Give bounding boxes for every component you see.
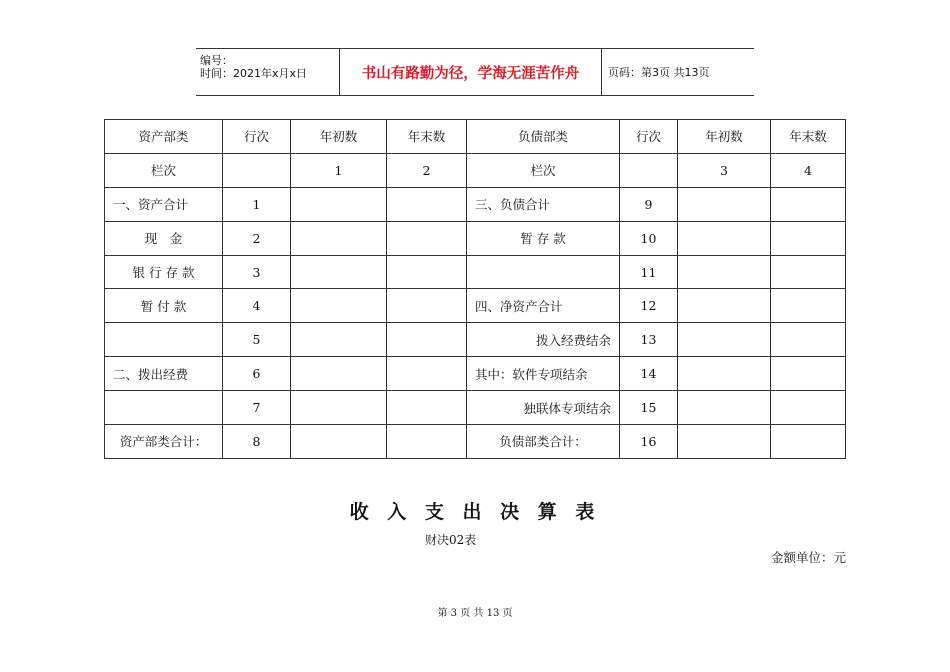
table-row: [105, 425, 846, 459]
table-cell: 四、净资产合计: [467, 289, 620, 323]
table-row: [105, 323, 846, 357]
page-footer: 第 3 页 共 13 页: [437, 608, 513, 619]
doc-number-label: 编号：: [200, 54, 233, 67]
header-meta: [196, 49, 339, 95]
table-cell: 三、负债合计: [467, 187, 620, 221]
table-cell: 2: [387, 153, 467, 187]
table-cell: 9: [620, 187, 678, 221]
table-cell: [678, 221, 771, 255]
table-cell: 一、资产合计: [105, 187, 223, 221]
header-cell: 年初数: [678, 120, 771, 154]
table-cell: [387, 391, 467, 425]
table-cell: [291, 187, 387, 221]
table-cell: [387, 255, 467, 289]
table-cell: 1: [291, 153, 387, 187]
header-cell: 行次: [223, 120, 291, 154]
table-cell: [387, 357, 467, 391]
table-cell: [387, 221, 467, 255]
table-cell: [387, 323, 467, 357]
header-cell: 负债部类: [467, 120, 620, 154]
table-header-row: [105, 120, 846, 154]
date-line: 时间：2021年x月x日: [200, 67, 308, 80]
table-cell: 13: [620, 323, 678, 357]
table-cell: 8: [223, 425, 291, 459]
table-cell: [678, 357, 771, 391]
table-cell: [771, 425, 846, 459]
table-cell: [291, 289, 387, 323]
table-cell: 2: [223, 221, 291, 255]
table-cell: 5: [223, 323, 291, 357]
table-cell: [291, 221, 387, 255]
table-cell: [771, 255, 846, 289]
table-cell: [291, 357, 387, 391]
table-cell: 10: [620, 221, 678, 255]
header-cell: 行次: [620, 120, 678, 154]
balance-table: [104, 119, 846, 459]
table-cell: [387, 289, 467, 323]
table-cell: 独联体专项结余: [467, 391, 620, 425]
table-cell: [291, 425, 387, 459]
table-cell: 12: [620, 289, 678, 323]
table-cell: 14: [620, 357, 678, 391]
table-cell: 16: [620, 425, 678, 459]
table-cell: 11: [620, 255, 678, 289]
table-cell: 7: [223, 391, 291, 425]
table-cell: [771, 221, 846, 255]
table-cell: 负债部类合计：: [467, 425, 620, 459]
table-row: [105, 255, 846, 289]
table-cell: 拨入经费结余: [467, 323, 620, 357]
table-cell: [771, 289, 846, 323]
table-cell: 银 行 存 款: [105, 255, 223, 289]
table-cell: [678, 289, 771, 323]
table-cell: [771, 187, 846, 221]
table-cell: [467, 255, 620, 289]
table-cell: 现 金: [105, 221, 223, 255]
table-cell: 6: [223, 357, 291, 391]
table-row: [105, 391, 846, 425]
table-cell: 4: [223, 289, 291, 323]
table-cell: [291, 255, 387, 289]
header-cell: 年初数: [291, 120, 387, 154]
table-cell: [620, 153, 678, 187]
table-cell: [291, 391, 387, 425]
table-cell: [223, 153, 291, 187]
table-cell: 二、拨出经费: [105, 357, 223, 391]
table-cell: 暂 付 款: [105, 289, 223, 323]
table-row: [105, 357, 846, 391]
report-code: 财决02表: [425, 533, 477, 547]
table-cell: 3: [223, 255, 291, 289]
header-slogan: 书山有路勤为径，学海无涯苦作舟: [339, 49, 602, 95]
table-cell: [678, 255, 771, 289]
table-cell: 栏次: [105, 153, 223, 187]
table-cell: [678, 187, 771, 221]
page-header: [196, 48, 754, 96]
table-cell: 15: [620, 391, 678, 425]
table-row: [105, 187, 846, 221]
table-cell: 其中：软件专项结余: [467, 357, 620, 391]
table-cell: [771, 357, 846, 391]
header-page-info: 页码：第3页 共13页: [608, 66, 710, 79]
table-cell: [105, 323, 223, 357]
table-cell: [291, 323, 387, 357]
table-row: [105, 153, 846, 187]
table-cell: 4: [771, 153, 846, 187]
table-cell: [105, 391, 223, 425]
header-cell: 资产部类: [105, 120, 223, 154]
header-cell: 年末数: [771, 120, 846, 154]
table-cell: [387, 187, 467, 221]
table-cell: [678, 391, 771, 425]
table-cell: [387, 425, 467, 459]
header-cell: 年末数: [387, 120, 467, 154]
table-cell: 3: [678, 153, 771, 187]
table-cell: [678, 323, 771, 357]
table-cell: 栏次: [467, 153, 620, 187]
table-row: [105, 289, 846, 323]
table-cell: 暂 存 款: [467, 221, 620, 255]
report-title: 收 入 支 出 决 算 表: [349, 501, 601, 523]
table-cell: [678, 425, 771, 459]
amount-unit: 金额单位：元: [770, 550, 846, 565]
table-cell: 1: [223, 187, 291, 221]
table-cell: [771, 323, 846, 357]
table-cell: [771, 391, 846, 425]
table-row: [105, 221, 846, 255]
table-cell: 资产部类合计：: [105, 425, 223, 459]
